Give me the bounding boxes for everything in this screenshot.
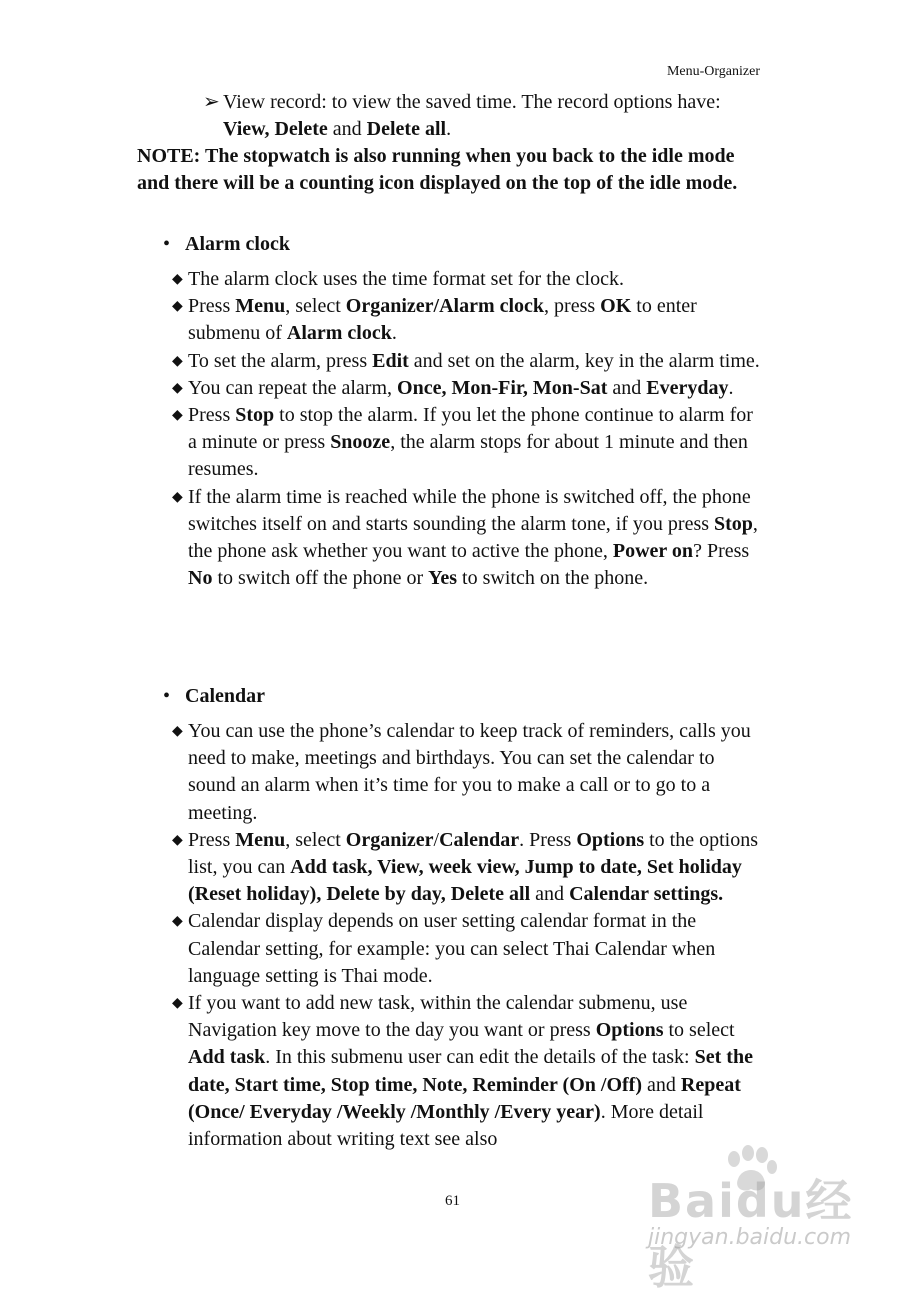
bold-term: Yes [428, 567, 458, 590]
calendar-list [172, 718, 762, 1153]
bold-term: Power on [612, 540, 694, 563]
diamond-bullet-icon: ◆ [172, 353, 183, 369]
diamond-bullet-icon: ◆ [172, 832, 183, 848]
text-run: to the options list, you can [188, 828, 759, 879]
list-item [172, 484, 762, 593]
stopwatch-note: NOTE: The stopwatch is also running when you back to the idle mode and there will be a counting icon displayed on the top of the idle mode. [137, 145, 738, 195]
bold-term: Repeat (Once/ Everyday /Weekly /Monthly /Every year) [188, 1073, 741, 1123]
diamond-bullet-icon: ◆ [172, 724, 183, 739]
calendar-title: Calendar [185, 685, 265, 707]
bold-term: OK [600, 295, 632, 318]
bold-term: Snooze [330, 431, 391, 454]
text-run: You can repeat the alarm, [188, 376, 398, 399]
bold-term: Calendar settings. [569, 883, 724, 906]
running-header: Menu-Organizer [666, 64, 760, 79]
stopwatch-sub-item [203, 89, 783, 143]
text-run: ? Press [693, 540, 750, 563]
list-item [172, 990, 762, 1153]
text-run: . [391, 322, 397, 345]
text-run: . Press [519, 828, 577, 851]
text-run: , the phone ask whether you want to active the phone, [188, 512, 758, 563]
baidu-watermark [640, 1145, 880, 1294]
bold-term: No [188, 567, 213, 590]
text-run: and set on the alarm, key in the alarm time. [408, 349, 760, 372]
bold-term: Everyday [646, 376, 729, 399]
watermark-logo: Baidu经验 [648, 1174, 854, 1294]
section-title-alarm [163, 231, 290, 258]
text-run: , select [285, 295, 346, 318]
text-run: to switch on the phone. [457, 567, 649, 590]
text-run: / [433, 828, 440, 851]
alarm-title: Alarm clock [185, 233, 290, 255]
bold-term: Set the date, Start time, Stop time, Note, Reminder (On /Off) [188, 1046, 753, 1096]
bold-term: Stop [714, 512, 753, 535]
text-run: Press [188, 828, 236, 851]
bold-term: Once, Mon-Fir, Mon-Sat [397, 376, 608, 399]
text-run: You can use the phone’s calendar to keep track of reminders, calls you need to make, meetings and birthdays. You can set the calendar to sound an alarm when it’s time for you to make a call or to go to a meeting. [188, 720, 751, 824]
text-run: . In this submenu user can edit the details of the task: [265, 1046, 695, 1069]
bold-term: Calendar [439, 828, 520, 851]
section-title-calendar [163, 683, 265, 710]
bold-term: Edit [372, 349, 409, 372]
text-run: If you want to add new task, within the calendar submenu, use Navigation key move to the day you want or press [188, 992, 688, 1042]
page-number: 61 [445, 1193, 460, 1209]
bold-term: Stop [235, 404, 275, 427]
bold-term: Delete all [366, 118, 447, 141]
bullet-dot-icon: • [163, 685, 171, 707]
bold-term: View, Delete [223, 118, 328, 141]
text-run: Calendar display depends on user setting calendar format in the Calendar setting, for example: you can select Thai Calendar when language setting is Thai mode. [188, 910, 716, 987]
text-run: and [327, 118, 367, 141]
text-run: to stop the alarm. If you let the phone continue to alarm for a minute or press [188, 404, 753, 454]
bold-term: Options [576, 828, 645, 851]
diamond-bullet-icon: ◆ [172, 408, 183, 424]
text-run: If the alarm time is reached while the phone is switched off, the phone switches itself on and starts sounding the alarm tone, if you press [188, 485, 751, 535]
text-run: To set the alarm, press [188, 349, 373, 372]
list-item [172, 266, 762, 293]
alarm-list [172, 266, 762, 592]
bold-term: Organizer/Alarm clock [345, 295, 545, 318]
text-run: . [728, 376, 734, 399]
text-run: and [530, 883, 570, 906]
text-run: and [607, 376, 647, 399]
list-item [172, 718, 762, 827]
text-run: , select [285, 828, 346, 851]
watermark-url: jingyan.baidu.com [648, 1225, 852, 1250]
list-item [172, 827, 762, 909]
text-run: to enter submenu of [188, 295, 697, 345]
bold-term: Options [595, 1019, 664, 1042]
text-run: Press [188, 404, 236, 427]
text-run: to select [663, 1019, 735, 1042]
list-item [172, 293, 762, 347]
bold-term: Add task [188, 1046, 266, 1069]
arrow-bullet-icon: ➢ [203, 91, 220, 113]
text-run: The alarm clock uses the time format set for the clock. [188, 268, 624, 290]
diamond-bullet-icon: ◆ [172, 489, 183, 505]
text-run: . [446, 118, 452, 141]
bold-term: Alarm clock [286, 322, 392, 345]
list-item [172, 348, 762, 375]
diamond-bullet-icon: ◆ [172, 380, 183, 396]
list-item [172, 402, 762, 484]
text-run: . More detail information about writing text see also [188, 1100, 704, 1151]
list-item [172, 375, 762, 402]
bold-term: Add task, View, week view, Jump to date, Set holiday (Reset holiday), Delete by day, Delete all [188, 856, 742, 906]
text-run: Press [188, 295, 236, 318]
list-item [172, 908, 762, 990]
diamond-bullet-icon: ◆ [172, 272, 183, 287]
text-run: , press [544, 295, 601, 318]
diamond-bullet-icon: ◆ [172, 996, 183, 1012]
bullet-dot-icon: • [163, 233, 171, 255]
diamond-bullet-icon: ◆ [172, 299, 183, 315]
text-run: and [641, 1073, 681, 1096]
text-run: to switch off the phone or [212, 567, 429, 590]
bold-term: Menu [235, 295, 286, 318]
sub-item-text: View record: to view the saved time. The record options have: [223, 91, 721, 113]
bold-term: Organizer [345, 828, 434, 851]
text-run: , the alarm stops for about 1 minute and then resumes. [188, 431, 748, 481]
diamond-bullet-icon: ◆ [172, 914, 183, 930]
bold-term: Menu [235, 828, 286, 851]
